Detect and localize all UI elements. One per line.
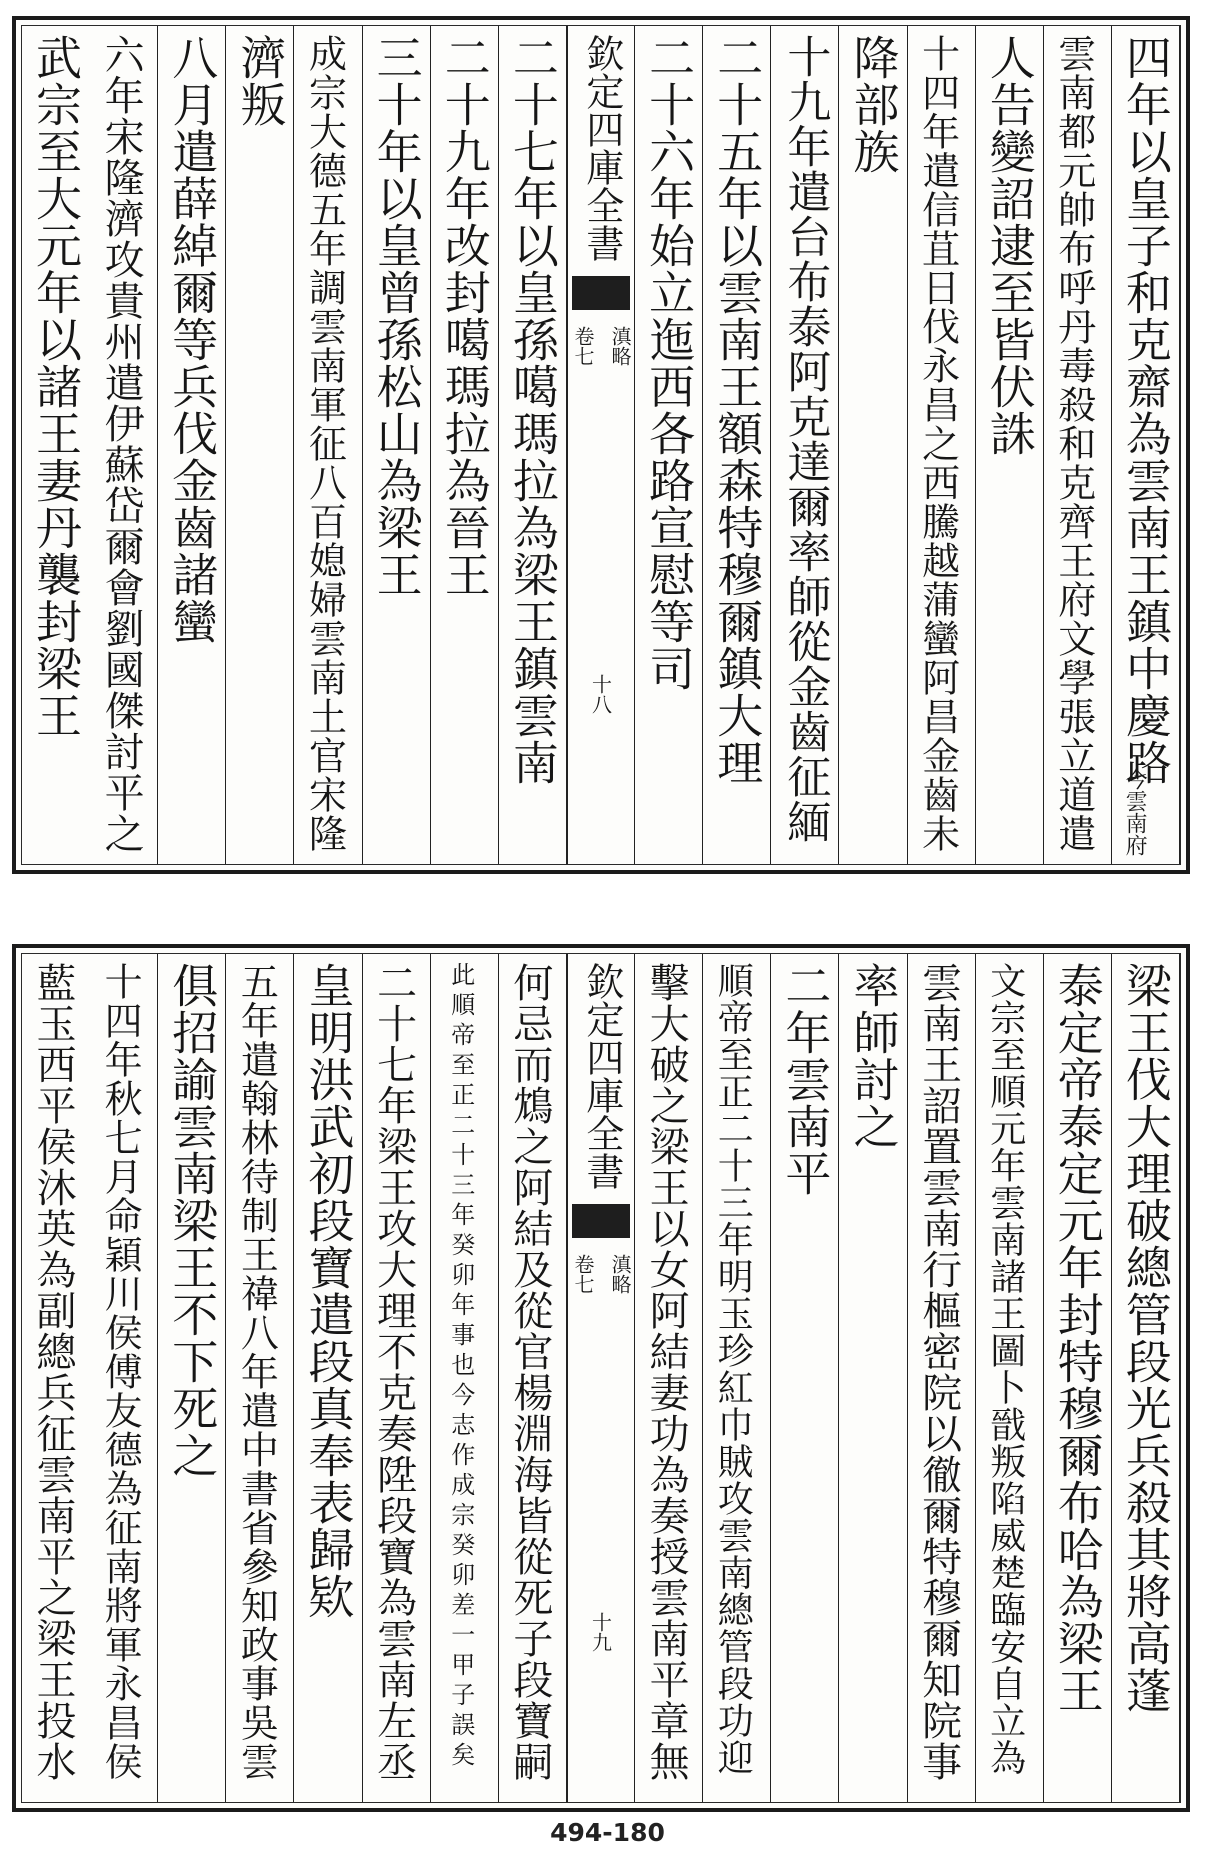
column-text: 順帝至正二十三年明玉珍紅巾賊攻雲南總管段功迎 [712, 962, 754, 1776]
gutter-leaf-number: 十九 [588, 1612, 613, 1652]
text-column [1044, 26, 1112, 864]
gutter-book-title: 滇略 [608, 326, 633, 366]
gutter-juan: 卷七 [570, 1254, 595, 1294]
text-column [294, 954, 362, 1802]
text-column [976, 26, 1044, 864]
column-text: 何忌而鴆之阿結及從官楊淵海皆從死子段寶嗣 [506, 962, 553, 1782]
column-text: 三十年以皇曾孫松山為梁王 [369, 34, 424, 598]
text-column [908, 26, 976, 864]
column-text: 二十五年以雲南王額森特穆爾鎮大理 [710, 34, 765, 786]
text-column [703, 954, 771, 1802]
text-column [908, 954, 976, 1802]
text-column [976, 954, 1044, 1802]
text-column [226, 954, 294, 1802]
column-text: 二年雲南平 [778, 962, 833, 1197]
text-column [499, 26, 567, 864]
page-gutter [567, 26, 635, 864]
text-column [90, 954, 158, 1802]
column-text: 泰定帝泰定元年封特穆爾布哈為梁王 [1050, 962, 1105, 1714]
column-text: 二十六年始立迤西各路宣慰等司 [642, 34, 697, 692]
text-column [1112, 26, 1180, 864]
text-column [499, 954, 567, 1802]
column-text: 五年遣翰林待制王禕八年遣中書省參知政事吳雲 [234, 962, 279, 1781]
column-text: 濟叛 [233, 34, 288, 128]
text-column [22, 954, 90, 1802]
text-column [635, 954, 703, 1802]
column-text: 二十七年以皇孫噶瑪拉為梁王鎮雲南 [505, 34, 560, 786]
column-text: 六年宋隆濟攻貴州遣伊蘇岱爾會劉國傑討平之 [98, 34, 145, 854]
column-text: 降部族 [846, 34, 901, 175]
top-page-frame [21, 25, 1181, 865]
gutter-juan: 卷七 [570, 326, 595, 366]
column-text: 雲南王詔置雲南行樞密院以徹爾特穆爾知院事 [915, 962, 962, 1782]
bottom-page [12, 944, 1190, 1812]
column-text: 藍玉西平侯沐英為副總兵征雲南平之梁王投水 [30, 962, 77, 1782]
column-text: 十九年遣台布泰阿克達爾率師從金齒征緬 [779, 34, 831, 844]
text-column [226, 26, 294, 864]
column-text: 十四年遣信苴日伐永昌之西騰越蒲蠻阿昌金齒未 [915, 34, 960, 853]
commentary-text: 此順帝至正二十三年癸卯年事也今志作成宗癸卯差一甲子誤矣 [446, 962, 475, 1772]
column-text: 二十九年改封噶瑪拉為晉王 [437, 34, 492, 598]
column-text: 梁王伐大理破總管段光兵殺其將高蓬 [1118, 962, 1173, 1714]
text-column [431, 26, 499, 864]
gutter-leaf-number: 十八 [588, 674, 613, 714]
text-column [294, 26, 362, 864]
text-column [431, 954, 499, 1802]
text-column [839, 26, 907, 864]
text-column [771, 26, 839, 864]
text-column [158, 26, 226, 864]
text-column [1044, 954, 1112, 1802]
column-text: 率師討之 [846, 962, 901, 1150]
inline-note: 今雲南府 [1122, 768, 1148, 856]
column-text: 擊大破之梁王以女阿結妻功為奏授雲南平章無 [643, 962, 690, 1782]
gutter-title: 欽定四庫全書 [579, 962, 624, 1190]
text-column [90, 26, 158, 864]
gutter-title: 欽定四庫全書 [579, 34, 624, 262]
text-column [839, 954, 907, 1802]
page-number: 494-180 [550, 1818, 665, 1847]
text-column [363, 26, 431, 864]
text-column [1112, 954, 1180, 1802]
text-column [158, 954, 226, 1802]
gutter-book-title: 滇略 [608, 1254, 633, 1294]
column-text: 十四年秋七月命穎川侯傅友德為征南將軍永昌侯 [98, 962, 143, 1781]
text-column [703, 26, 771, 864]
page-gutter [567, 954, 635, 1802]
top-page [12, 16, 1190, 874]
text-column [363, 954, 431, 1802]
column-text: 文宗至順元年雲南諸王圖卜戩叛陷威楚臨安自立為 [984, 962, 1026, 1776]
column-text: 人告變詔逮至皆伏誅 [982, 34, 1037, 457]
text-column [635, 26, 703, 864]
column-text: 俱招諭雲南梁王不下死之 [165, 962, 220, 1479]
text-column [771, 954, 839, 1802]
column-text: 四年以皇子和克齋為雲南王鎮中慶路 [1118, 34, 1173, 786]
fish-tail-mark [572, 276, 630, 310]
column-text: 皇明洪武初段寶遣段真奉表歸欵 [301, 962, 356, 1620]
text-column [22, 26, 90, 864]
fish-tail-mark [572, 1204, 630, 1238]
column-text: 雲南都元帥布呼丹毒殺和克齊王府文學張立道遣 [1051, 34, 1096, 853]
column-text: 武宗至大元年以諸王妻丹襲封梁王 [29, 34, 84, 739]
column-text: 成宗大德五年調雲南軍征八百媳婦雲南土官宋隆 [302, 34, 347, 853]
column-text: 二十七年梁王攻大理不克奏陞段寶為雲南左丞 [370, 962, 417, 1782]
column-text: 八月遣薛綽爾等兵伐金齒諸蠻 [165, 34, 220, 645]
bottom-page-frame [21, 953, 1181, 1803]
